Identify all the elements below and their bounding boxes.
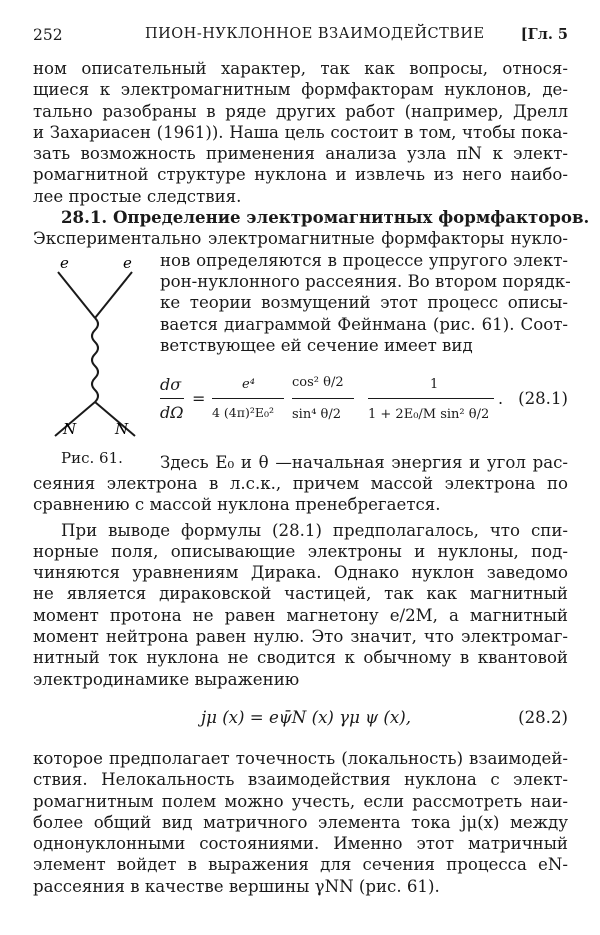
formula-28-1	[160, 362, 568, 462]
text-line: однонуклонными состояниями. Именно этот матричный	[33, 834, 568, 854]
coef-denominator: 4 (4π)²E₀²	[212, 405, 275, 421]
current-expression: jμ (x) = eψ̄N (x) γμ ψ (x),	[201, 707, 412, 727]
cos-numerator: cos² θ/2	[292, 375, 344, 391]
text-line: Здесь E₀ и θ —начальная энергия и угол рас-	[160, 452, 568, 472]
text-line: зать возможность применения анализа узла πN к элект-	[33, 144, 568, 164]
text-line: ном описательный характер, так как вопросы, относя-	[33, 59, 568, 78]
text-line: более общий вид матричного элемента тока jμ(x) между	[33, 812, 568, 832]
running-header	[33, 20, 568, 50]
text-line: щиеся к электромагнитным формфакторам нуклонов, де-	[33, 80, 568, 100]
text-line: ветствующее ей сечение имеет вид	[160, 335, 473, 355]
fraction-line	[368, 398, 494, 399]
electron-line-right	[95, 272, 132, 318]
text-line: чиняются уравнениям Дирака. Однако нуклон заведомо	[33, 563, 568, 583]
fraction-line	[160, 398, 184, 399]
tail-denominator: 1 + 2E₀/M sin² θ/2	[368, 407, 490, 423]
text-line: сеяния электрона в л.с.к., причем массой электрона по	[33, 473, 568, 493]
text-line: нитный ток нуклона не сводится к обычному в квантовой	[33, 648, 568, 668]
text-line: нов определяются в процессе упругого элект-	[160, 250, 568, 270]
text-line: сравнению с массой нуклона пренебрегается.	[33, 495, 441, 515]
one-numerator: 1	[430, 377, 439, 393]
period: .	[498, 389, 504, 409]
text-line: вается диаграммой Фейнмана (рис. 61). Соот-	[160, 314, 568, 334]
text-line: момент нейтрона равен нулю. Это значит, что электромаг-	[33, 627, 568, 647]
photon-wavy-line	[92, 318, 98, 402]
text-line: При выводе формулы (28.1) предполагалось, что спи-	[61, 520, 568, 540]
label-n-right: N	[115, 419, 129, 438]
lhs-numerator: dσ	[160, 375, 182, 395]
equals-sign: =	[192, 389, 206, 409]
text-line: рассеяния в качестве вершины γNN (рис. 61).	[33, 876, 440, 896]
sin-denominator: sin⁴ θ/2	[292, 407, 342, 423]
paragraph-nonlocality	[33, 748, 568, 897]
page-number: 252	[33, 26, 63, 44]
feynman-diagram	[33, 250, 153, 440]
text-line: не является дираковской частицей, так как магнитный	[33, 584, 568, 604]
lhs-denominator: dΩ	[160, 403, 184, 423]
figure-caption: Рис. 61.	[61, 448, 123, 467]
book-page	[33, 20, 590, 897]
equation-number-28-2: (28.2)	[518, 707, 568, 727]
text-line: рон-нуклонного рассеяния. Во втором порядк-	[160, 271, 571, 291]
fraction-line	[292, 398, 354, 399]
fraction-line	[212, 398, 284, 399]
text-line: и Захариасен (1961)). Наша цель состоит в том, чтобы пока-	[33, 122, 568, 142]
text-line: ромагнитной структуре нуклона и извлечь из него наибо-	[33, 165, 568, 185]
text-line: тально разобраны в ряде других работ (например, Дрелл	[33, 101, 568, 121]
text-line: элемент войдет в выражения для сечения процесса eN-	[33, 855, 568, 875]
text-line: лее простые следствия.	[33, 186, 242, 206]
electron-line-left	[58, 272, 95, 318]
text-line: ке теории возмущений этот процесс описы-	[160, 293, 568, 313]
text-line: Экспериментально электромагнитные формфакторы нукло-	[33, 229, 568, 249]
side-text	[160, 250, 571, 462]
running-title: ПИОН-НУКЛОННОЕ ВЗАИМОДЕЙСТВИЕ	[145, 26, 485, 42]
text-line: электродинамике выражению	[33, 669, 300, 689]
label-n-left: N	[63, 419, 77, 438]
text-line: которое предполагает точечность (локальность) взаимодей-	[33, 748, 568, 768]
coef-numerator: e⁴	[242, 377, 255, 393]
text-line: ствия. Нелокальность взаимодействия нуклона с элект-	[33, 770, 568, 790]
formula-28-2	[33, 696, 568, 742]
chapter-marker: [Гл. 5	[520, 26, 568, 43]
text-line: момент протона не равен магнетону e/2M, а магнитный	[33, 605, 568, 625]
equation-number-28-1: (28.1)	[518, 389, 568, 409]
intro-paragraph	[33, 58, 568, 207]
paragraph-dirac	[33, 520, 568, 690]
text-line: норные поля, описывающие электроны и нуклоны, под-	[33, 541, 568, 561]
label-e-left: e	[60, 253, 69, 272]
section-28-1	[33, 207, 590, 250]
section-heading: 28.1. Определение электромагнитных формфакторов.	[61, 207, 590, 228]
label-e-right: e	[123, 253, 132, 272]
text-line: ромагнитным полем можно учесть, если рассмотреть наи-	[33, 791, 568, 811]
